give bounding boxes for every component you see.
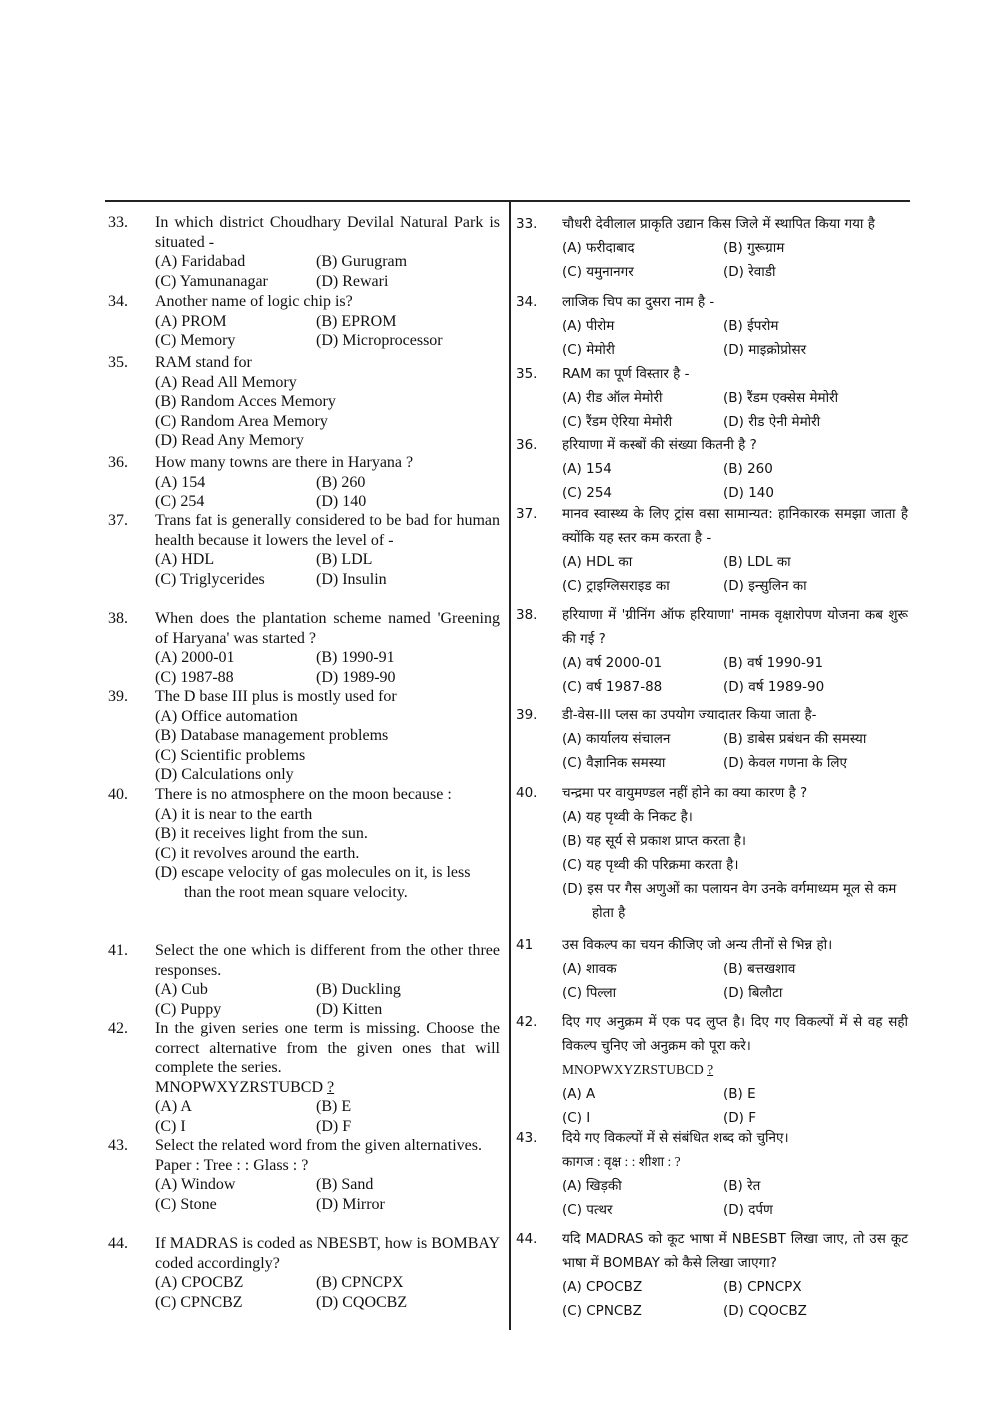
options — [562, 457, 908, 505]
top-rule — [105, 200, 910, 202]
options — [155, 473, 500, 512]
question-body — [155, 1136, 500, 1214]
option-a: (A) शावक — [562, 961, 617, 977]
question-text: दिए गए अनुक्रम में एक पद लुप्त है। दिए गए विकल्पों में से वह सही विकल्प चुनिए जो अनुक्रम को पूरा करे। — [562, 1014, 908, 1054]
option-b: (B) 260 — [316, 473, 366, 491]
option-c: (C) I — [155, 1117, 186, 1135]
option-d: (D) वर्ष 1989-90 — [723, 679, 825, 695]
option-c: (C) वर्ष 1987-88 — [562, 679, 663, 695]
option-b: (B) Sand — [316, 1176, 374, 1194]
option-a: (A) HDL का — [562, 554, 633, 570]
options — [155, 980, 500, 1019]
option-c: (C) पत्थर — [562, 1202, 613, 1218]
options — [155, 1175, 500, 1214]
options — [155, 373, 500, 451]
option-a: (A) HDL — [155, 551, 215, 569]
option-d: (D) 1989-90 — [316, 668, 396, 686]
question-34 — [516, 290, 908, 362]
option-d: (D) रेवाडी — [723, 264, 776, 280]
question-number: 41. — [108, 942, 128, 959]
question-text: Select the one which is different from the other three responses. — [155, 942, 500, 979]
question-number: 33. — [516, 216, 538, 232]
option-c: (C) Yamunanagar — [155, 272, 268, 290]
question-44 — [108, 1234, 500, 1312]
question-body — [562, 212, 908, 284]
question-number: 36. — [516, 437, 538, 453]
question-number: 35. — [516, 366, 538, 382]
question-body — [155, 941, 500, 1019]
question-number: 34. — [516, 294, 538, 310]
option-a: (A) A — [562, 1086, 596, 1102]
option-b: (B) ईपरोम — [723, 318, 779, 334]
missing-term: ? — [327, 1078, 335, 1096]
option-c: (C) Memory — [155, 332, 236, 350]
options — [155, 1097, 500, 1136]
question-text: चौधरी देवीलाल प्राकृति उद्यान किस जिले में स्थापित किया गया है — [562, 216, 875, 232]
question-number: 42. — [516, 1014, 538, 1030]
option-d: (D) escape velocity of gas molecules on it, is less than the root mean square velocity. — [155, 864, 471, 901]
question-text: हरियाणा में कस्बों की संख्या कितनी है ? — [562, 437, 757, 453]
question-extra — [562, 1150, 908, 1174]
question-text: In the given series one term is missing. Choose the correct alternative from the given ones that will complete the series. — [155, 1020, 500, 1077]
option-c: (C) यह पृथ्वी की परिक्रमा करता है। — [562, 857, 739, 873]
question-42 — [516, 1010, 908, 1130]
option-d: (D) Kitten — [316, 1000, 383, 1018]
option-c: (C) रैंडम ऐरिया मेमोरी — [562, 414, 673, 430]
question-text: हरियाणा में 'ग्रीनिंग ऑफ हरियाणा' नामक वृक्षारोपण योजना कब शुरू की गई ? — [562, 607, 908, 647]
option-c: (C) 254 — [155, 493, 205, 511]
question-body — [562, 362, 908, 434]
question-number: 38. — [516, 607, 538, 623]
option-d: (D) Read Any Memory — [155, 432, 304, 450]
question-text: When does the plantation scheme named 'Greening of Haryana' was started ? — [155, 610, 500, 647]
question-text: RAM stand for — [155, 354, 252, 371]
option-b: (B) डाबेस प्रबंधन की समस्या — [723, 731, 867, 747]
question-37 — [108, 511, 500, 589]
option-d: (D) Microprocessor — [316, 332, 443, 350]
question-number: 43. — [516, 1130, 538, 1146]
question-34 — [108, 292, 500, 351]
question-number: 36. — [108, 454, 128, 471]
option-c: (C) Triglycerides — [155, 570, 265, 588]
option-b: (B) E — [723, 1086, 756, 1102]
option-c: (C) 254 — [562, 485, 613, 501]
question-text: Trans fat is generally considered to be bad for human health because it lowers the level of - — [155, 512, 500, 549]
question-body — [155, 609, 500, 687]
option-c: (C) मेमोरी — [562, 342, 615, 358]
question-text: How many towns are there in Haryana ? — [155, 454, 414, 471]
question-body — [562, 290, 908, 362]
option-c: (C) CPNCBZ — [562, 1303, 642, 1319]
option-d: (D) Rewari — [316, 272, 389, 290]
option-c: (C) 1987-88 — [155, 668, 234, 686]
question-body — [155, 1019, 500, 1137]
option-c: (C) Puppy — [155, 1000, 222, 1018]
option-b: (B) गुरूग्राम — [723, 240, 785, 256]
option-d: (D) दर्पण — [723, 1202, 773, 1218]
question-text: यदि MADRAS को कूट भाषा में NBESBT लिखा जाए, तो उस कूट भाषा में BOMBAY को कैसे लिखा जाएगा? — [562, 1231, 908, 1271]
options — [155, 648, 500, 687]
option-d: (D) F — [723, 1110, 756, 1126]
options — [562, 236, 908, 284]
option-b: (B) बत्तखशाव — [723, 961, 796, 977]
question-body — [562, 1010, 908, 1130]
option-d: (D) F — [316, 1117, 352, 1135]
option-b: (B) LDL का — [723, 554, 791, 570]
question-number: 38. — [108, 610, 128, 627]
options — [562, 727, 908, 775]
question-35 — [108, 353, 500, 451]
option-c: (C) Random Area Memory — [155, 412, 328, 430]
question-text: चन्द्रमा पर वायुमण्डल नहीं होने का क्या कारण है ? — [562, 785, 808, 801]
question-body — [562, 603, 908, 699]
question-number: 33. — [108, 214, 128, 231]
option-a: (A) 2000-01 — [155, 649, 235, 667]
question-38 — [108, 609, 500, 687]
option-c: (C) Scientific problems — [155, 746, 306, 764]
options — [562, 805, 908, 925]
column-divider — [509, 200, 511, 1330]
option-a: (A) 154 — [562, 461, 612, 477]
option-c: (C) पिल्ला — [562, 985, 617, 1001]
question-text: There is no atmosphere on the moon because : — [155, 786, 452, 803]
option-a: (A) पीरोम — [562, 318, 615, 334]
question-number: 41 — [516, 937, 534, 953]
question-text: If MADRAS is coded as NBESBT, how is BOMBAY coded accordingly? — [155, 1235, 500, 1272]
question-number: 39. — [108, 688, 128, 705]
question-extra — [155, 1078, 500, 1098]
option-b: (B) रेत — [723, 1178, 761, 1194]
question-text: उस विकल्प का चयन कीजिए जो अन्य तीनों से भिन्न हो। — [562, 937, 833, 953]
question-body — [155, 1234, 500, 1312]
option-d: (D) माइक्रोप्रोसर — [723, 342, 807, 358]
option-a: (A) Window — [155, 1176, 236, 1194]
option-d: (D) इन्सुलिन का — [723, 578, 807, 594]
options — [562, 651, 908, 699]
question-number: 44. — [516, 1231, 538, 1247]
options — [562, 386, 908, 434]
question-body — [562, 781, 908, 925]
question-44 — [516, 1227, 908, 1323]
question-body — [562, 703, 908, 775]
option-a: (A) A — [155, 1098, 192, 1116]
option-b: (B) LDL — [316, 551, 373, 569]
question-37 — [516, 502, 908, 598]
extra-text: कागज : वृक्ष : : शीशा : ? — [562, 1154, 681, 1169]
question-extra — [562, 1058, 908, 1082]
option-d: (D) Calculations only — [155, 766, 294, 784]
option-a: (A) यह पृथ्वी के निकट है। — [562, 809, 693, 825]
extra-text: MNOPWXYZRSTUBCD — [155, 1078, 328, 1096]
options — [155, 312, 500, 351]
question-33 — [516, 212, 908, 284]
option-d: (D) 140 — [316, 493, 367, 511]
option-a: (A) वर्ष 2000-01 — [562, 655, 663, 671]
question-number: 34. — [108, 293, 128, 310]
option-b: (B) 260 — [723, 461, 773, 477]
options — [155, 1273, 500, 1312]
option-a: (A) कार्यालय संचालन — [562, 731, 671, 747]
option-b: (B) E — [316, 1098, 352, 1116]
question-body — [562, 502, 908, 598]
extra-text: Paper : Tree : : Glass : ? — [155, 1156, 309, 1174]
option-a: (A) CPOCBZ — [562, 1279, 643, 1295]
option-a: (A) Faridabad — [155, 253, 246, 271]
question-body — [155, 353, 500, 451]
question-text: RAM का पूर्ण विस्तार है - — [562, 366, 690, 382]
question-number: 40. — [108, 786, 128, 803]
options — [562, 1174, 908, 1222]
option-b: (B) 1990-91 — [316, 649, 395, 667]
option-a: (A) PROM — [155, 312, 227, 330]
question-body — [155, 292, 500, 351]
question-38 — [516, 603, 908, 699]
option-a: (A) Office automation — [155, 707, 298, 725]
option-b: (B) Duckling — [316, 981, 401, 999]
question-text: Another name of logic chip is? — [155, 293, 353, 310]
option-b: (B) Random Acces Memory — [155, 393, 336, 411]
option-c: (C) it revolves around the earth. — [155, 844, 360, 862]
option-b: (B) CPNCPX — [316, 1274, 404, 1292]
option-d: (D) इस पर गैस अणुओं का पलायन वेग उनके वर्गमाध्यम मूल से कम होता है — [562, 881, 897, 921]
options — [562, 314, 908, 362]
options — [155, 252, 500, 291]
question-number: 37. — [516, 506, 538, 522]
option-a: (A) 154 — [155, 473, 206, 491]
option-c: (C) I — [562, 1110, 591, 1126]
question-text: Select the related word from the given alternatives. — [155, 1137, 482, 1154]
question-33 — [108, 213, 500, 291]
options — [155, 805, 500, 903]
option-a: (A) खिड़की — [562, 1178, 622, 1194]
option-c: (C) CPNCBZ — [155, 1293, 243, 1311]
options — [562, 957, 908, 1005]
question-body — [155, 687, 500, 785]
options — [155, 707, 500, 785]
option-b: (B) Database management problems — [155, 727, 389, 745]
question-body — [562, 933, 908, 1005]
question-43 — [108, 1136, 500, 1214]
question-40 — [108, 785, 500, 903]
option-a: (A) फरीदाबाद — [562, 240, 635, 256]
option-d: (D) Mirror — [316, 1195, 385, 1213]
question-extra — [155, 1156, 500, 1176]
question-number: 35. — [108, 354, 128, 371]
question-41 — [108, 941, 500, 1019]
option-d: (D) CQOCBZ — [723, 1303, 807, 1319]
option-c: (C) वैज्ञानिक समस्या — [562, 755, 666, 771]
question-body — [562, 433, 908, 505]
options — [562, 1275, 908, 1323]
option-a: (A) रीड ऑल मेमोरी — [562, 390, 663, 406]
option-b: (B) यह सूर्य से प्रकाश प्राप्त करता है। — [562, 833, 747, 849]
option-d: (D) 140 — [723, 485, 774, 501]
question-43 — [516, 1126, 908, 1222]
question-36 — [516, 433, 908, 505]
question-36 — [108, 453, 500, 512]
options — [155, 550, 500, 589]
option-b: (B) it receives light from the sun. — [155, 825, 368, 843]
question-41 — [516, 933, 908, 1005]
option-b: (B) EPROM — [316, 312, 397, 330]
option-d: (D) बिलौटा — [723, 985, 783, 1001]
question-text: डी-वेस-III प्लस का उपयोग ज्यादातर किया जाता है- — [562, 707, 817, 723]
question-text: In which district Choudhary Devilal Natural Park is situated - — [155, 214, 500, 251]
question-number: 37. — [108, 512, 128, 529]
question-42 — [108, 1019, 500, 1137]
option-d: (D) CQOCBZ — [316, 1293, 408, 1311]
missing-term: ? — [707, 1062, 714, 1077]
option-d: (D) रीड ऐनी मेमोरी — [723, 414, 821, 430]
question-body — [155, 213, 500, 291]
option-a: (A) CPOCBZ — [155, 1274, 244, 1292]
options — [562, 1082, 908, 1130]
option-b: (B) Gurugram — [316, 253, 408, 271]
option-c: (C) ट्राइग्लिसराइड का — [562, 578, 670, 594]
question-text: मानव स्वास्थ्य के लिए ट्रांस वसा सामान्यत: हानिकारक समझा जाता है क्योंकि यह स्तर कम करता है - — [562, 506, 908, 546]
option-b: (B) CPNCPX — [723, 1279, 802, 1295]
question-40 — [516, 781, 908, 925]
question-39 — [516, 703, 908, 775]
question-text: The D base III plus is mostly used for — [155, 688, 397, 705]
question-body — [155, 453, 500, 512]
question-number: 43. — [108, 1137, 128, 1154]
question-body — [155, 785, 500, 903]
option-a: (A) it is near to the earth — [155, 805, 313, 823]
option-a: (A) Read All Memory — [155, 373, 297, 391]
question-number: 44. — [108, 1235, 128, 1252]
option-d: (D) Insulin — [316, 570, 387, 588]
options — [562, 550, 908, 598]
question-39 — [108, 687, 500, 785]
question-body — [155, 511, 500, 589]
question-body — [562, 1126, 908, 1222]
option-a: (A) Cub — [155, 981, 208, 999]
question-body — [562, 1227, 908, 1323]
option-c: (C) Stone — [155, 1195, 217, 1213]
extra-text: MNOPWXYZRSTUBCD — [562, 1062, 708, 1077]
option-b: (B) वर्ष 1990-91 — [723, 655, 824, 671]
question-number: 42. — [108, 1020, 128, 1037]
question-number: 39. — [516, 707, 538, 723]
question-text: लाजिक चिप का दुसरा नाम है - — [562, 294, 715, 310]
option-b: (B) रैंडम एक्सेस मेमोरी — [723, 390, 839, 406]
option-c: (C) यमुनानगर — [562, 264, 634, 280]
question-text: दिये गए विकल्पों में से संबंधित शब्द को चुनिए। — [562, 1130, 789, 1146]
question-35 — [516, 362, 908, 434]
option-d: (D) केवल गणना के लिए — [723, 755, 847, 771]
question-number: 40. — [516, 785, 538, 801]
